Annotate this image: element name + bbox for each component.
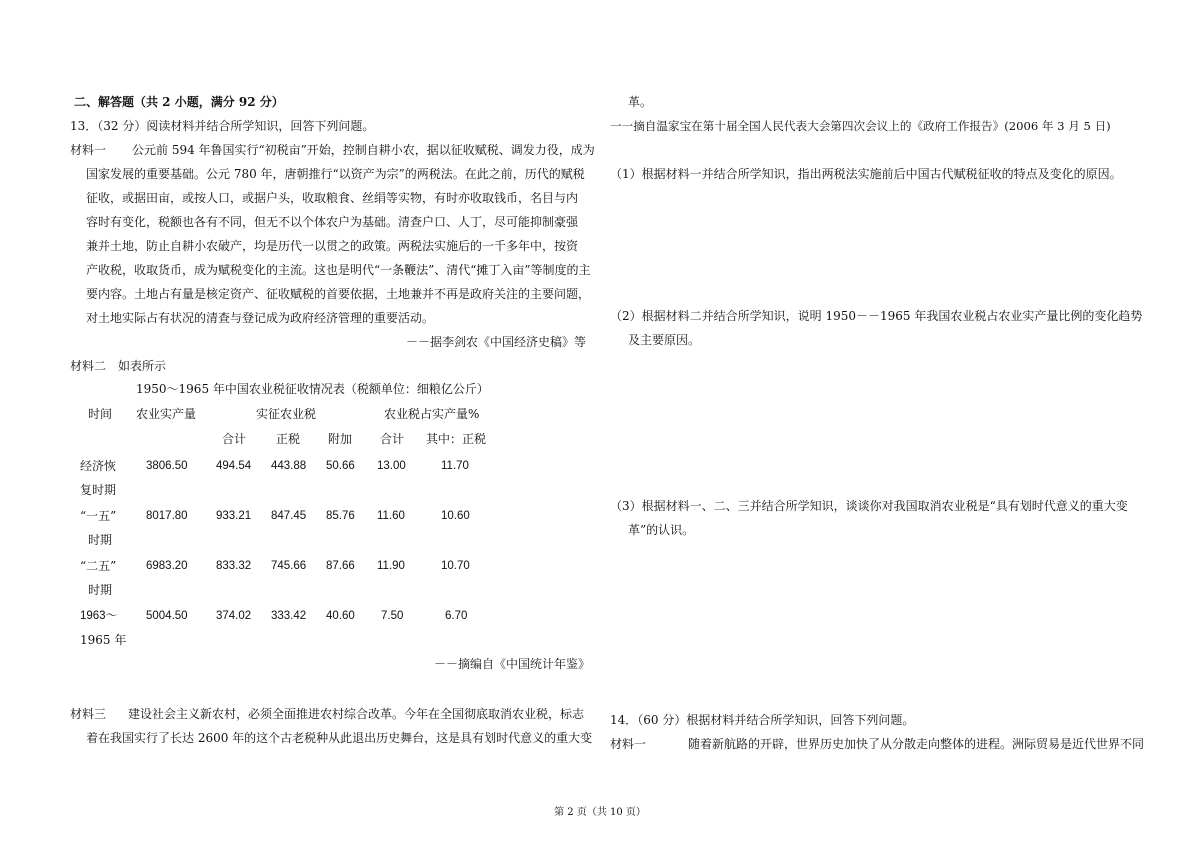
table-value-cell: 11.60 [377, 510, 405, 522]
q13-sub-question-2: （2）根据材料二并结合所学知识，说明 1950－－1965 年我国农业税占农业实产量比例的变化趋势 [610, 309, 1143, 323]
q13-m1-line: 产收税，收取货币，成为赋税变化的主流。这也是明代“一条鞭法”、清代“摊丁入亩”等制度的主 [86, 263, 591, 277]
table-value-cell: 333.42 [271, 610, 307, 622]
table-value-cell: 40.60 [326, 610, 355, 622]
q13-material3-label: 材料三 [70, 707, 107, 721]
table-value-cell: 374.02 [216, 610, 252, 622]
q13-m1-line: 要内容。土地占有量是核定资产、征收赋税的首要依据，土地兼并不再是政府关注的主要问题， [86, 287, 591, 301]
q14-m1-line: 随着新航路的开辟，世界历史加快了从分散走向整体的进程。洲际贸易是近代世界不同 [688, 737, 1145, 751]
q13-intro: 13．（32 分）阅读材料并结合所学知识，回答下列问题。 [70, 119, 375, 133]
table-header-cell: 时间 [88, 407, 113, 421]
q13-m1-line: 公元前 594 年鲁国实行“初税亩”开始，控制自耕小农，据以征收赋税、调发力役，成为 [132, 143, 595, 157]
table-header-cell: 农业税占实产量% [384, 407, 480, 421]
table-header-cell: 农业实产量 [136, 407, 197, 421]
table-period-cell: 时期 [88, 533, 113, 547]
table-value-cell: 443.88 [271, 460, 307, 472]
q13-m1-line: 国家发展的重要基础。公元 780 年，唐朝推行“以资产为宗”的两税法。在此之前，历代的赋税 [86, 167, 585, 181]
table-value-cell: 745.66 [271, 560, 307, 572]
table-value-cell: 10.70 [441, 560, 470, 572]
table-period-cell: 1965 年 [80, 633, 127, 647]
table-period-cell: 1963～ [80, 610, 118, 622]
q13-m3-line: 着在我国实行了长达 2600 年的这个古老税种从此退出历史舞台，这是具有划时代意义的重大变 [86, 731, 593, 745]
q13-m1-line: 容时有变化，税额也各有不同，但无不以个体农户为基础。清查户口、人丁，尽可能抑制豪强 [86, 215, 579, 229]
table-value-cell: 13.00 [377, 460, 406, 472]
table-period-cell: “二五” [80, 559, 117, 573]
q13-m1-line: 对土地实际占有状况的清查与登记成为政府经济管理的重要活动。 [86, 311, 435, 325]
q13-m1-source: －－据李剑农《中国经济史稿》等 [406, 335, 587, 349]
q13-m3-line: 革。 [628, 95, 653, 109]
table-value-cell: 10.60 [441, 510, 470, 522]
table-value-cell: 11.90 [377, 560, 405, 572]
table-period-cell: 经济恢 [80, 459, 117, 473]
q14-intro: 14．（60 分）根据材料并结合所学知识，回答下列问题。 [610, 713, 915, 727]
table-value-cell: 6.70 [445, 610, 468, 622]
table-value-cell: 11.70 [441, 460, 469, 472]
table-value-cell: 3806.50 [146, 460, 188, 472]
table-value-cell: 494.54 [216, 460, 252, 472]
table-value-cell: 6983.20 [146, 560, 188, 572]
table-value-cell: 87.66 [326, 560, 355, 572]
table-period-cell: 复时期 [80, 483, 117, 497]
q13-m2-source: －－摘编自《中国统计年鉴》 [434, 657, 591, 671]
q13-sub-question-3: （3）根据材料一、二、三并结合所学知识，谈谈你对我国取消农业税是“具有划时代意义的重大变 [610, 499, 1128, 513]
q14-material1-label: 材料一 [610, 737, 647, 751]
table-header-cell: 附加 [328, 432, 353, 446]
table-period-cell: “一五” [80, 509, 117, 523]
q13-material1-label: 材料一 [70, 143, 107, 157]
q13-sub-question-1: （1）根据材料一并结合所学知识，指出两税法实施前后中国古代赋税征收的特点及变化的原因。 [610, 167, 1122, 181]
table-value-cell: 8017.80 [146, 510, 188, 522]
q13-m1-line: 兼并土地，防止自耕小农破产，均是历代一以贯之的政策。两税法实施后的一千多年中，按资 [86, 239, 579, 253]
table-value-cell: 833.32 [216, 560, 252, 572]
table-title: 1950～1965 年中国农业税征收情况表（税额单位：细粮亿公斤） [136, 382, 489, 396]
table-value-cell: 50.66 [326, 460, 355, 472]
page-footer: 第 2 页（共 10 页） [554, 807, 646, 818]
table-header-cell: 其中：正税 [426, 432, 487, 446]
q13-m1-line: 征收，或据田亩，或按人口，或据户头，收取粮食、丝绢等实物，有时亦收取钱币，名目与内 [86, 191, 579, 205]
table-header-cell: 合计 [222, 432, 247, 446]
q13-material2-label: 材料二 如表所示 [70, 359, 167, 373]
table-period-cell: 时期 [88, 583, 113, 597]
table-value-cell: 7.50 [381, 610, 404, 622]
table-header-cell: 合计 [380, 432, 405, 446]
table-value-cell: 933.21 [216, 510, 252, 522]
q13-m3-source: 一一摘自温家宝在第十届全国人民代表大会第四次会议上的《政府工作报告》(2006 年 3 月 5 日) [610, 119, 1111, 133]
table-value-cell: 85.76 [326, 510, 355, 522]
q13-m3-line: 建设社会主义新农村，必须全面推进农村综合改革。今年在全国彻底取消农业税，标志 [128, 707, 585, 721]
section-heading: 二、解答题（共 2 小题，满分 92 分） [74, 95, 284, 109]
q13-sub-question-3-cont: 革”的认识。 [628, 523, 695, 537]
table-header-cell: 实征农业税 [256, 407, 317, 421]
table-value-cell: 847.45 [271, 510, 307, 522]
table-value-cell: 5004.50 [146, 610, 188, 622]
table-header-cell: 正税 [276, 432, 301, 446]
q13-sub-question-2-cont: 及主要原因。 [628, 333, 701, 347]
